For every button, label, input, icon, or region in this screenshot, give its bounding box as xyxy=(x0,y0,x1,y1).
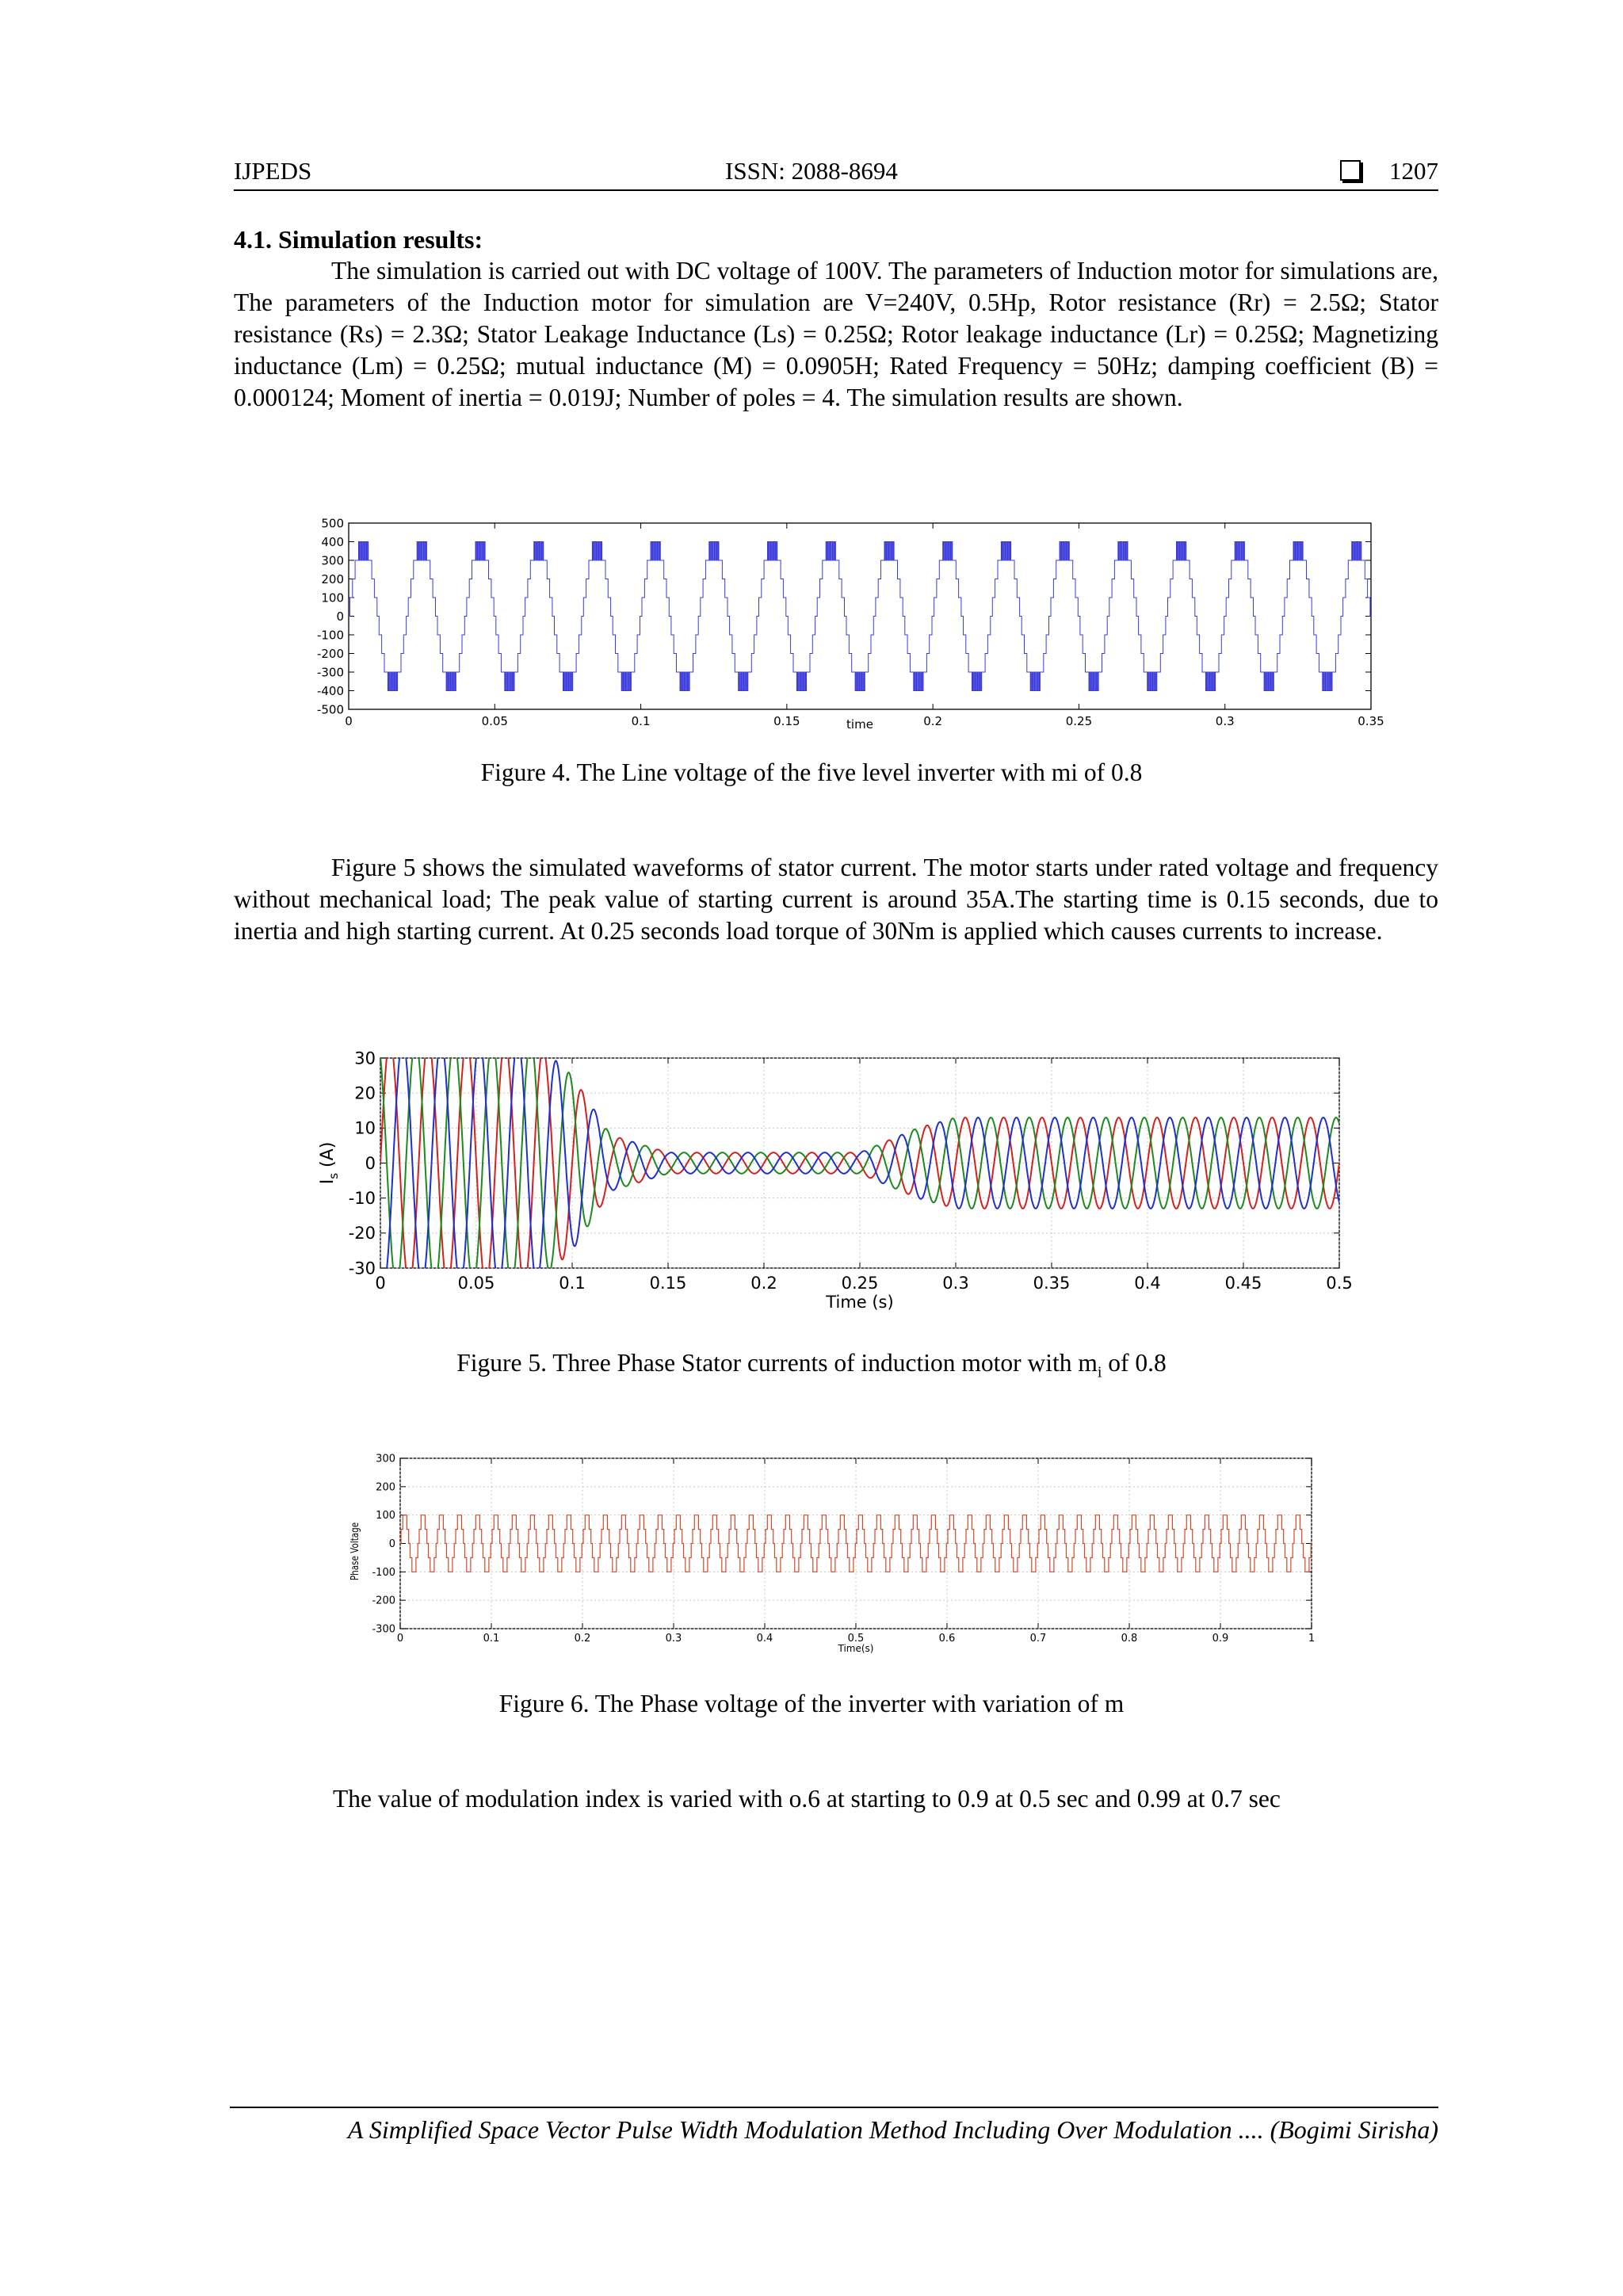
x-tick-label: 0.25 xyxy=(1065,714,1093,728)
x-tick-label: 1 xyxy=(1308,1633,1316,1645)
y-tick-label: 0 xyxy=(365,1153,376,1173)
y-tick-label: 300 xyxy=(376,1453,395,1465)
y-tick-label: 0 xyxy=(388,1538,395,1551)
x-tick-label: 0.7 xyxy=(1029,1633,1047,1645)
x-tick-label: 0 xyxy=(345,714,353,728)
x-tick-label: 0.1 xyxy=(559,1274,586,1293)
y-tick-label: 30 xyxy=(354,1049,376,1068)
y-tick-label: -10 xyxy=(348,1189,376,1209)
figure-6-chart xyxy=(341,1442,1331,1664)
y-axis-label-sub: s xyxy=(327,1172,341,1179)
x-tick-label: 0.05 xyxy=(481,714,508,728)
x-tick-label: 0.8 xyxy=(1121,1633,1138,1645)
y-tick-label: -100 xyxy=(316,628,344,643)
x-tick-label: 0.5 xyxy=(1326,1274,1353,1293)
y-tick-label: 100 xyxy=(321,590,344,606)
y-tick-label: 100 xyxy=(376,1510,395,1522)
x-tick-label: 0.1 xyxy=(631,714,651,728)
y-tick-label: 500 xyxy=(321,516,344,531)
y-tick-label: 20 xyxy=(354,1083,376,1103)
y-tick-label: -500 xyxy=(316,702,344,717)
x-tick-label: 0.1 xyxy=(483,1633,500,1645)
running-header-page xyxy=(1340,155,1438,187)
x-axis-label: time xyxy=(846,717,873,729)
y-tick-label: 300 xyxy=(321,553,344,568)
header-rule xyxy=(234,189,1438,191)
y-tick-label: -200 xyxy=(316,646,344,661)
page-number: 1207 xyxy=(1389,157,1438,185)
x-tick-label: 0.25 xyxy=(841,1274,879,1293)
figure-5-chart xyxy=(301,1038,1363,1331)
x-tick-label: 0 xyxy=(375,1274,386,1293)
x-tick-label: 0.15 xyxy=(773,714,800,728)
y-tick-label: -200 xyxy=(372,1595,395,1607)
paragraph-simulation-parameters: The simulation is carried out with DC voltage of 100V. The parameters of Induction motor for simulations are, The parameters of the Induction motor for simulation are V=240V, 0.5Hp, Rotor resistance (Rr) = 2.5Ω; Stator resistance (Rs) = 2.3Ω; Stator Leakage Inductance (Ls) = 0.25Ω; Rotor leakage inductance (Lr) = 0.25Ω; Magnetizing inductance (Lm) = 0.25Ω; mutual inductance (M) = 0.0905H; Rated Frequency = 50Hz; damping coefficient (B) = 0.000124; Moment of inertia = 0.019J; Number of poles = 4. The simulation results are shown. xyxy=(234,257,1438,411)
y-axis-label: Phase Voltage xyxy=(348,1522,361,1581)
y-tick-label: 200 xyxy=(376,1481,395,1494)
x-tick-label: 0.9 xyxy=(1212,1633,1229,1645)
footer-rule xyxy=(230,2107,1438,2108)
y-tick-label: -400 xyxy=(316,683,344,698)
figure-4-chart xyxy=(293,507,1403,729)
x-tick-label: 0.3 xyxy=(665,1633,682,1645)
y-tick-label: -20 xyxy=(348,1224,376,1244)
y-tick-label: 200 xyxy=(321,571,344,586)
figure-4-caption: Figure 4. The Line voltage of the five level inverter with mi of 0.8 xyxy=(480,758,1143,786)
y-tick-label: 400 xyxy=(321,534,344,549)
running-header-issn: ISSN: 2088-8694 xyxy=(725,157,898,185)
x-tick-label: 0.4 xyxy=(1134,1274,1161,1293)
y-axis-label xyxy=(318,1142,341,1185)
figure-5-caption-tail: of 0.8 xyxy=(1102,1349,1167,1377)
running-header-journal: IJPEDS xyxy=(234,157,312,185)
paragraph-stator-current: Figure 5 shows the simulated waveforms of stator current. The motor starts under rated voltage and frequency without mechanical load; The peak value of starting current is around 35A.The starting time is 0.15 seconds, due to inertia and high starting current. At 0.25 seconds load torque of 30Nm is applied which causes currents to increase. xyxy=(234,854,1438,945)
figure-6-caption: Figure 6. The Phase voltage of the inverter with variation of m xyxy=(498,1690,1125,1717)
x-tick-label: 0.3 xyxy=(942,1274,969,1293)
y-tick-label: 0 xyxy=(336,609,344,624)
x-axis-label: Time (s) xyxy=(826,1293,894,1312)
y-tick-label: 10 xyxy=(354,1118,376,1138)
y-tick-label: -300 xyxy=(372,1623,395,1636)
figure-5-caption-subscript: i xyxy=(1097,1363,1102,1381)
x-axis-label: Time(s) xyxy=(838,1643,874,1654)
x-tick-label: 0.2 xyxy=(574,1633,591,1645)
x-tick-label: 0.05 xyxy=(457,1274,495,1293)
x-tick-label: 0.5 xyxy=(847,1633,865,1645)
x-tick-label: 0.35 xyxy=(1358,714,1384,728)
checkbox-icon xyxy=(1340,160,1361,181)
x-tick-label: 0 xyxy=(396,1633,404,1645)
figure-5-caption xyxy=(0,1347,1623,1388)
x-tick-label: 0.15 xyxy=(649,1274,687,1293)
running-footer: A Simplified Space Vector Pulse Width Modulation Method Including Over Modulation .... (Bogimi Sirisha) xyxy=(347,2115,1438,2144)
y-tick-label: -300 xyxy=(316,665,344,680)
y-tick-label: -100 xyxy=(372,1566,395,1579)
x-tick-label: 0.3 xyxy=(1215,714,1235,728)
y-axis-label-unit: (A) xyxy=(318,1141,338,1173)
x-tick-label: 0.2 xyxy=(750,1274,777,1293)
x-tick-label: 0.4 xyxy=(756,1633,773,1645)
x-tick-label: 0.6 xyxy=(938,1633,956,1645)
section-heading: 4.1. Simulation results: xyxy=(234,225,483,254)
x-tick-label: 0.35 xyxy=(1033,1274,1071,1293)
x-tick-label: 0.45 xyxy=(1224,1274,1262,1293)
x-tick-label: 0.2 xyxy=(923,714,943,728)
figure-5-caption-text: Figure 5. Three Phase Stator currents of induction motor with m xyxy=(456,1349,1098,1377)
y-axis-label-main: I xyxy=(318,1179,338,1185)
paragraph-modulation-index: The value of modulation index is varied with o.6 at starting to 0.9 at 0.5 sec and 0.99 at 0.7 sec xyxy=(333,1785,1281,1813)
y-tick-label: -30 xyxy=(348,1259,376,1278)
